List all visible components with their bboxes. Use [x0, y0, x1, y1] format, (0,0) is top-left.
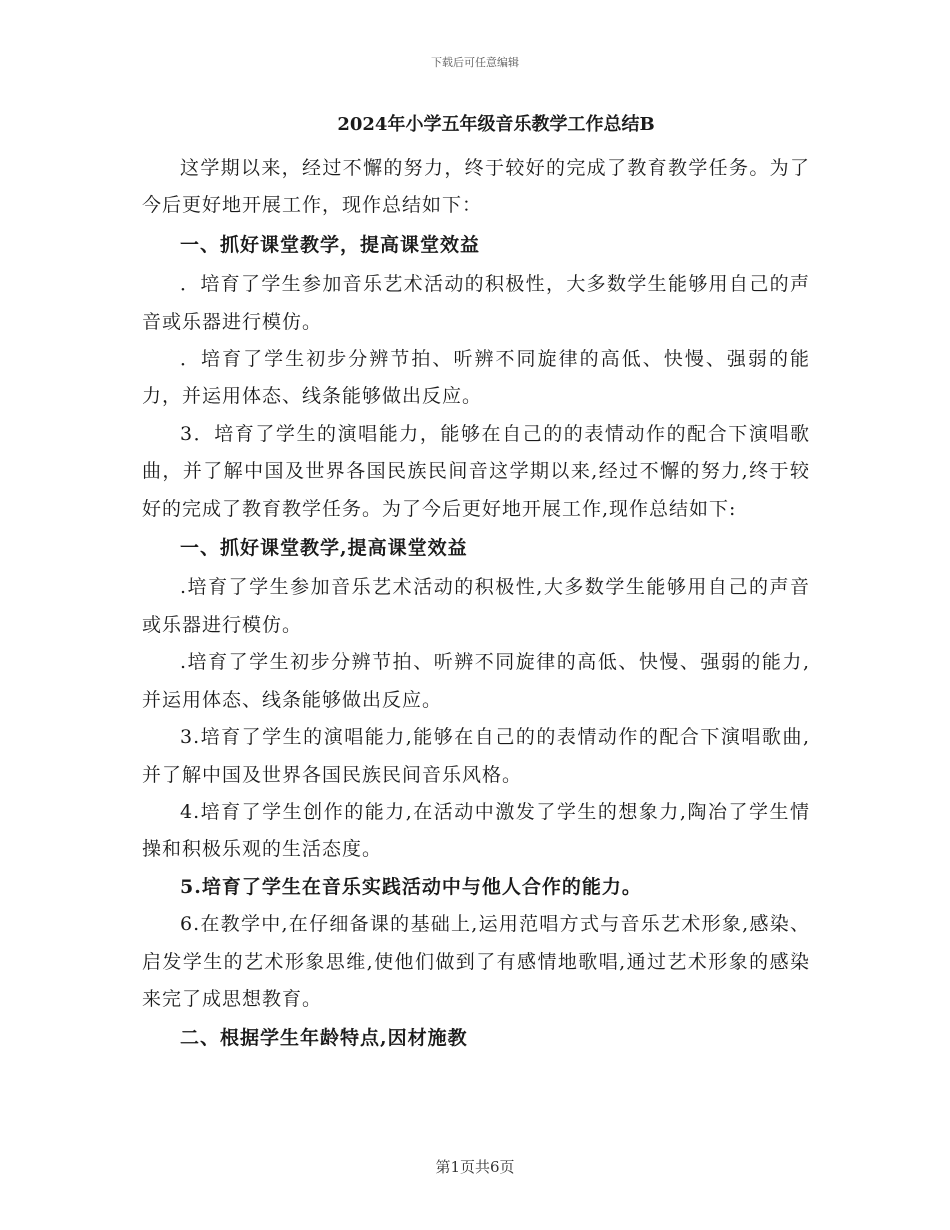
- document-title: 2024年小学五年级音乐教学工作总结B: [337, 114, 655, 135]
- paragraph-item-bold: 5.培育了学生在音乐实践活动中与他人合作的能力。: [180, 875, 642, 898]
- paragraph-item: .培育了学生初步分辨节拍、听辨不同旋律的高低、快慢、强弱的能力,并运用体态、线条能够做出反应。: [142, 651, 810, 711]
- paragraph-item: ．培育了学生参加音乐艺术活动的积极性，大多数学生能够用自己的声音或乐器进行模仿。: [142, 273, 810, 333]
- paragraph-item: .培育了学生参加音乐艺术活动的积极性,大多数学生能够用自己的声音或乐器进行模仿。: [142, 576, 810, 636]
- paragraph-item: 4.培育了学生创作的能力,在活动中激发了学生的想象力,陶冶了学生情操和积极乐观的生活态度。: [142, 800, 810, 861]
- header-note: 下载后可任意编辑: [431, 56, 519, 69]
- page-footer: 第1页共6页: [435, 1158, 515, 1176]
- paragraph-item: 6.在教学中,在仔细备课的基础上,运用范唱方式与音乐艺术形象,感染、启发学生的艺术形象思维,使他们做到了有感情地歌唱,通过艺术形象的感染来完了成思想教育。: [142, 913, 810, 1010]
- section-heading-2: 二、根据学生年龄特点,因材施教: [180, 1027, 468, 1050]
- paragraph-item: 3.培育了学生的演唱能力,能够在自己的的表情动作的配合下演唱歌曲,并了解中国及世界各国民族民间音乐风格。: [142, 726, 810, 786]
- section-heading-1-repeat: 一、抓好课堂教学,提高课堂效益: [180, 537, 468, 560]
- section-heading-1: 一、抓好课堂教学，提高课堂效益: [180, 233, 481, 256]
- intro-paragraph: 这学期以来，经过不懈的努力，终于较好的完成了教育教学任务。为了今后更好地开展工作，现作总结如下：: [142, 157, 810, 217]
- paragraph-item: 3．培育了学生的演唱能力，能够在自己的的表情动作的配合下演唱歌曲，并了解中国及世界各国民族民间音这学期以来,经过不懈的努力,终于较好的完成了教育教学任务。为了今后更好地开展工作,现作总结如下:: [142, 422, 810, 520]
- document-body: [142, 112, 810, 1060]
- paragraph-item: ．培育了学生初步分辨节拍、听辨不同旋律的高低、快慢、强弱的能力，并运用体态、线条能够做出反应。: [142, 348, 810, 408]
